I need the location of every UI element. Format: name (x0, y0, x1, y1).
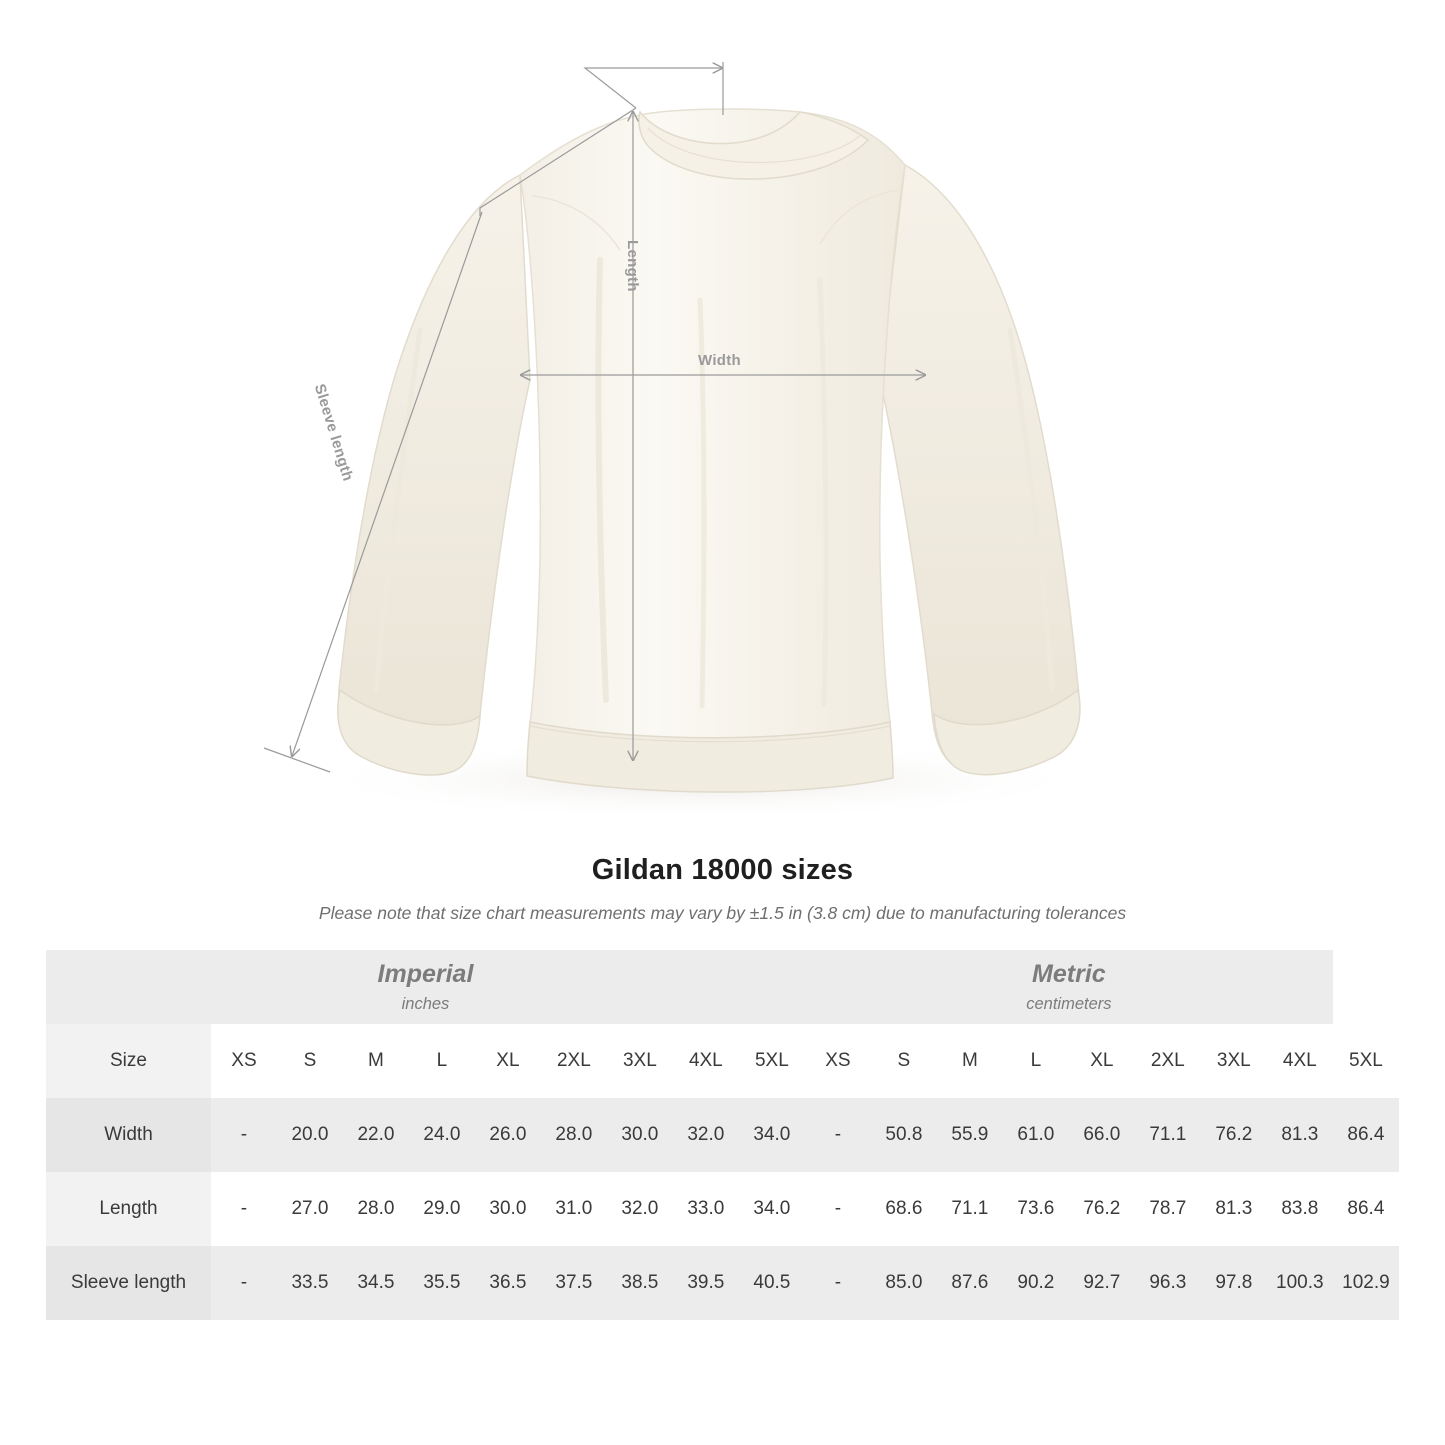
row-label-length: Length (46, 1172, 211, 1246)
row-label-width: Width (46, 1098, 211, 1172)
label-length: Length (624, 240, 641, 292)
cell: 97.8 (1201, 1246, 1267, 1320)
table-row (46, 1098, 1399, 1172)
cell: 102.9 (1333, 1246, 1399, 1320)
cell: 71.1 (937, 1172, 1003, 1246)
cell: 55.9 (937, 1098, 1003, 1172)
cell: 22.0 (343, 1098, 409, 1172)
header-col-14: 2XL (1135, 1024, 1201, 1098)
title-block (0, 854, 1445, 924)
cell: 36.5 (475, 1246, 541, 1320)
cell: 28.0 (343, 1172, 409, 1246)
cell: 33.0 (673, 1172, 739, 1246)
header-col-1: S (277, 1024, 343, 1098)
cell: 28.0 (541, 1098, 607, 1172)
cell: 71.1 (1135, 1098, 1201, 1172)
cell: 34.0 (739, 1172, 805, 1246)
table-row (46, 1172, 1399, 1246)
header-col-16: 4XL (1267, 1024, 1333, 1098)
unit-group-imperial (46, 950, 805, 1024)
unit-sub-imperial: inches (401, 994, 450, 1013)
cell: 31.0 (541, 1172, 607, 1246)
cell: 40.5 (739, 1246, 805, 1320)
size-table-wrap (46, 950, 1399, 1320)
cell: 32.0 (673, 1098, 739, 1172)
cell: 29.0 (409, 1172, 475, 1246)
cell: 66.0 (1069, 1098, 1135, 1172)
cell: 76.2 (1201, 1098, 1267, 1172)
header-size: Size (46, 1024, 211, 1098)
cell: 92.7 (1069, 1246, 1135, 1320)
label-width: Width (698, 352, 742, 369)
cell: - (805, 1172, 871, 1246)
header-col-2: M (343, 1024, 409, 1098)
header-col-11: M (937, 1024, 1003, 1098)
cell: 68.6 (871, 1172, 937, 1246)
header-col-10: S (871, 1024, 937, 1098)
header-col-12: L (1003, 1024, 1069, 1098)
cell: 34.5 (343, 1246, 409, 1320)
unit-group-metric (805, 950, 1333, 1024)
header-col-4: XL (475, 1024, 541, 1098)
cell: 33.5 (277, 1246, 343, 1320)
unit-name-metric: Metric (1032, 960, 1106, 989)
cell: - (211, 1098, 277, 1172)
cell: 83.8 (1267, 1172, 1333, 1246)
cell: 73.6 (1003, 1172, 1069, 1246)
cell: 39.5 (673, 1246, 739, 1320)
cell: 76.2 (1069, 1172, 1135, 1246)
row-label-sleeve-length: Sleeve length (46, 1246, 211, 1320)
cell: 38.5 (607, 1246, 673, 1320)
cell: 50.8 (871, 1098, 937, 1172)
cell: 35.5 (409, 1246, 475, 1320)
cell: 86.4 (1333, 1172, 1399, 1246)
header-col-7: 4XL (673, 1024, 739, 1098)
header-col-6: 3XL (607, 1024, 673, 1098)
cell: 30.0 (475, 1172, 541, 1246)
cell: 100.3 (1267, 1246, 1333, 1320)
cell: - (805, 1098, 871, 1172)
size-table (46, 950, 1399, 1320)
header-col-3: L (409, 1024, 475, 1098)
cell: 96.3 (1135, 1246, 1201, 1320)
tolerance-note: Please note that size chart measurements may vary by ±1.5 in (3.8 cm) due to manufacturing tolerances (318, 903, 1127, 923)
cell: - (211, 1246, 277, 1320)
page-title: Gildan 18000 sizes (591, 854, 854, 886)
cell: 26.0 (475, 1098, 541, 1172)
cell: 32.0 (607, 1172, 673, 1246)
cell: 30.0 (607, 1098, 673, 1172)
cell: 27.0 (277, 1172, 343, 1246)
header-col-5: 2XL (541, 1024, 607, 1098)
table-row (46, 1246, 1399, 1320)
cell: 81.3 (1201, 1172, 1267, 1246)
cell: 61.0 (1003, 1098, 1069, 1172)
cell: 90.2 (1003, 1246, 1069, 1320)
unit-name-imperial: Imperial (377, 960, 474, 989)
header-col-15: 3XL (1201, 1024, 1267, 1098)
column-header-row (46, 1024, 1399, 1098)
label-sleeve-length: Sleeve length (310, 382, 357, 484)
cell: 81.3 (1267, 1098, 1333, 1172)
cell: - (211, 1172, 277, 1246)
cell: 34.0 (739, 1098, 805, 1172)
header-col-8: 5XL (739, 1024, 805, 1098)
unit-sub-metric: centimeters (1026, 994, 1112, 1013)
cell: 85.0 (871, 1246, 937, 1320)
cell: 24.0 (409, 1098, 475, 1172)
cell: 87.6 (937, 1246, 1003, 1320)
cell: 20.0 (277, 1098, 343, 1172)
header-col-9: XS (805, 1024, 871, 1098)
cell: 86.4 (1333, 1098, 1399, 1172)
cell: - (805, 1246, 871, 1320)
cell: 37.5 (541, 1246, 607, 1320)
cell: 78.7 (1135, 1172, 1201, 1246)
header-col-0: XS (211, 1024, 277, 1098)
unit-header-row (46, 950, 1399, 1024)
header-col-13: XL (1069, 1024, 1135, 1098)
header-col-17: 5XL (1333, 1024, 1399, 1098)
